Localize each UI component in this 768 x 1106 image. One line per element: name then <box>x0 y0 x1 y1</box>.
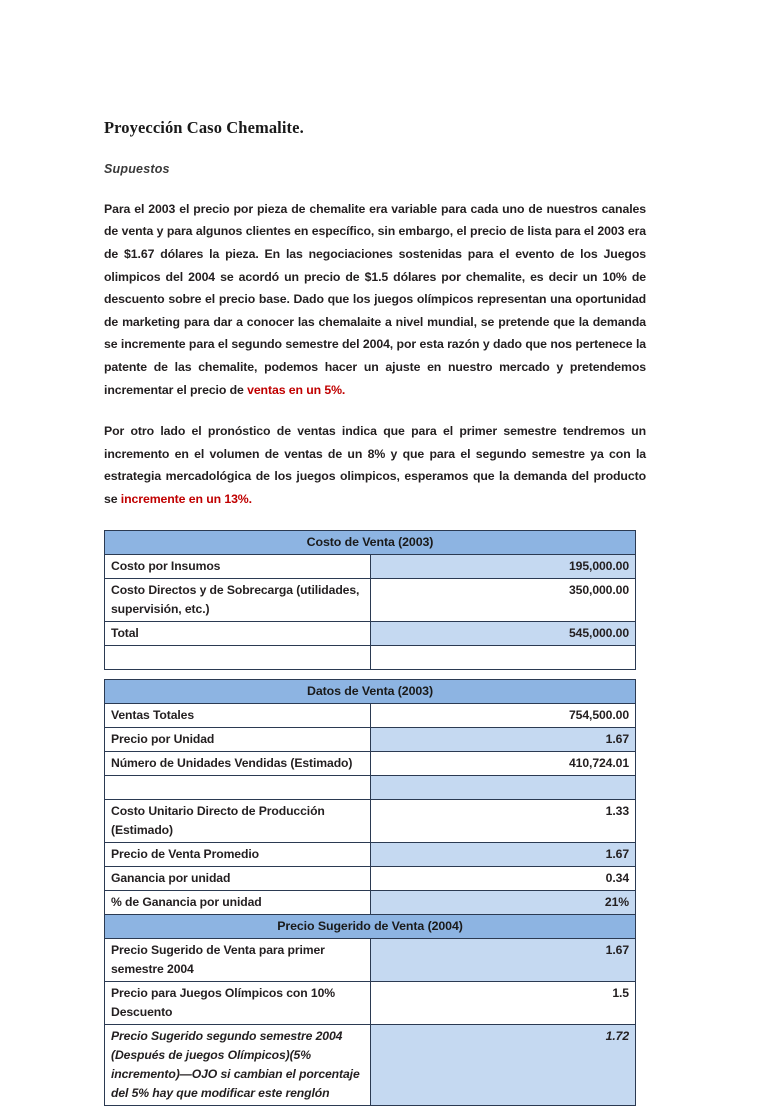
table-row <box>105 703 636 727</box>
row-value: 545,000.00 <box>370 621 636 645</box>
row-label: Costo Directos y de Sobrecarga (utilidades, supervisión, etc.) <box>105 578 371 621</box>
table-row <box>105 842 636 866</box>
row-label <box>105 775 371 799</box>
table-header-row <box>105 530 636 554</box>
table-header-label: Datos de Venta (2003) <box>105 679 636 703</box>
table-row <box>105 578 636 621</box>
paragraph-2-highlight: incremente en un 13%. <box>120 491 252 506</box>
table-costo-de-venta-2003-wrap <box>104 530 646 670</box>
paragraph-2-text: Por otro lado el pronóstico de ventas indica que para el primer semestre tendremos un incremento en el volumen de ventas de un 8% y que para el segundo semestre ya con la estrategia mercadológica de los juegos olimpicos, esperamos que la demanda del producto se <box>104 424 646 506</box>
row-value <box>370 775 636 799</box>
row-label <box>105 645 371 669</box>
row-value: 1.67 <box>370 938 636 981</box>
row-label: Número de Unidades Vendidas (Estimado) <box>105 751 371 775</box>
table-header-label: Costo de Venta (2003) <box>105 530 636 554</box>
table-row-spacer <box>105 645 636 669</box>
table-header-row <box>105 914 636 938</box>
table-costo-de-venta-2003 <box>104 530 636 670</box>
table-datos-de-venta-2003 <box>104 679 636 1106</box>
row-value <box>370 645 636 669</box>
table-row-note <box>105 1024 636 1105</box>
row-label: Ventas Totales <box>105 703 371 727</box>
table-datos-de-venta-2003-wrap <box>104 679 646 1106</box>
table-row <box>105 799 636 842</box>
row-value: 1.72 <box>370 1024 636 1105</box>
row-label: Precio Sugerido segundo semestre 2004 (Después de juegos Olímpicos)(5% incremento)—OJO si cambian el porcentaje del 5% hay que modificar este renglón <box>105 1024 371 1105</box>
table-row <box>105 866 636 890</box>
table-row <box>105 890 636 914</box>
row-label: Precio Sugerido de Venta para primer semestre 2004 <box>105 938 371 981</box>
table-header-row <box>105 679 636 703</box>
paragraph-supuestos-1 <box>104 198 646 401</box>
row-label: Ganancia por unidad <box>105 866 371 890</box>
row-label: Costo Unitario Directo de Producción (Estimado) <box>105 799 371 842</box>
table-row <box>105 938 636 981</box>
row-value: 410,724.01 <box>370 751 636 775</box>
table-row <box>105 554 636 578</box>
table-row-total <box>105 621 636 645</box>
table-gap <box>104 670 646 679</box>
section-heading-supuestos: Supuestos <box>104 161 170 176</box>
paragraph-1-text: Para el 2003 el precio por pieza de chemalite era variable para cada uno de nuestros canales de venta y para algunos clientes en específico, sin embargo, el precio de lista para el 2003 era de $1.67 dólares la pieza. En las negociaciones sostenidas para el evento de los Juegos olimpicos del 2004 se acordó un precio de $1.5 dólares por chemalite, es decir un 10% de descuento sobre el precio base. Dado que los juegos olímpicos representan una oportunidad de marketing para dar a conocer las chemalaite a nivel mundial, se pretende que la demanda se incremente para el segundo semestre del 2004, por esta razón y dado que nos pertenece la patente de las chemalite, podemos hacer un ajuste en nuestro mercado y pretendemos incrementar el precio de <box>104 201 646 397</box>
row-value: 754,500.00 <box>370 703 636 727</box>
page-title: Proyección Caso Chemalite. <box>104 118 304 137</box>
row-label: Precio por Unidad <box>105 727 371 751</box>
row-value: 1.5 <box>370 981 636 1024</box>
row-value: 21% <box>370 890 636 914</box>
row-value: 350,000.00 <box>370 578 636 621</box>
row-value: 1.67 <box>370 727 636 751</box>
row-value: 1.67 <box>370 842 636 866</box>
row-label: Precio de Venta Promedio <box>105 842 371 866</box>
table-header-label: Precio Sugerido de Venta (2004) <box>105 914 636 938</box>
row-label: % de Ganancia por unidad <box>105 890 371 914</box>
row-value: 0.34 <box>370 866 636 890</box>
row-value: 1.33 <box>370 799 636 842</box>
table-row <box>105 727 636 751</box>
document-content <box>104 118 646 1106</box>
table-row <box>105 981 636 1024</box>
paragraph-supuestos-2 <box>104 420 646 510</box>
row-label: Precio para Juegos Olímpicos con 10% Descuento <box>105 981 371 1024</box>
row-label: Costo por Insumos <box>105 554 371 578</box>
paragraph-1-highlight: ventas en un 5%. <box>247 382 346 397</box>
row-value: 195,000.00 <box>370 554 636 578</box>
table-row <box>105 751 636 775</box>
row-label: Total <box>105 621 371 645</box>
table-row-spacer <box>105 775 636 799</box>
